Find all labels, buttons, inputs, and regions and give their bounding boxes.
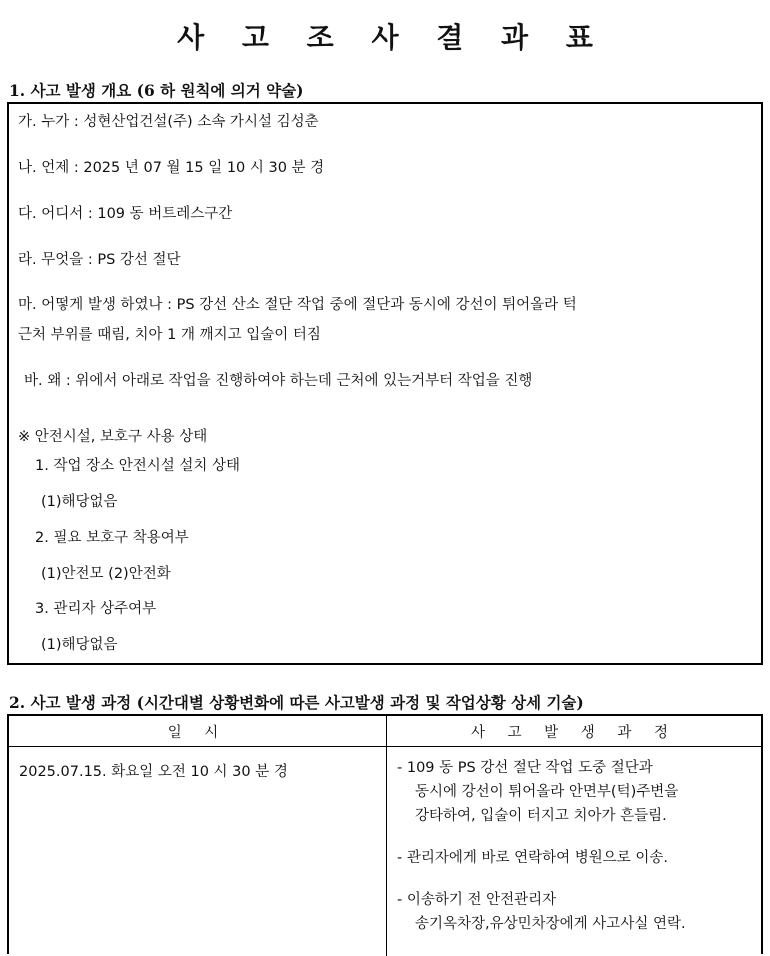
process-line: - 이송하기 전 안전관리자 [397, 892, 557, 908]
column-header-process: 사 고 발 생 과 정 [470, 725, 678, 741]
process-line: 강타하여, 입술이 터지고 치아가 흔들림. [415, 808, 667, 824]
row-date-cell: 2025.07.15. 화요일 오전 10 시 30 분 경 [19, 764, 288, 780]
accident-process-table [7, 714, 763, 954]
process-line: 송기옥차장,유상민차장에게 사고사실 연락. [415, 916, 686, 932]
how-line-1: 마. 어떻게 발생 하였나 : PS 강선 산소 절단 작업 중에 절단과 동시에 강선이 튀어올라 턱 [18, 297, 577, 313]
safety-title: ※ 안전시설, 보호구 사용 상태 [18, 429, 208, 445]
who-line: 가. 누가 : 성현산업건설(주) 소속 가시설 김성춘 [18, 114, 319, 130]
safety-item1-value: (1)해당없음 [41, 494, 118, 510]
safety-item3-value: (1)해당없음 [41, 637, 118, 653]
safety-item2-value: (1)안전모 (2)안전화 [41, 566, 171, 582]
document-title: 사 고 조 사 결 과 표 [177, 21, 607, 54]
why-line: 바. 왜 : 위에서 아래로 작업을 진행하여야 하는데 근처에 있는거부터 작업을 진행 [24, 373, 533, 389]
safety-item1-label: 1. 작업 장소 안전시설 설치 상태 [35, 458, 240, 474]
where-line: 다. 어디서 : 109 동 버트레스구간 [18, 206, 233, 222]
how-line-2: 근처 부위를 때림, 치아 1 개 깨지고 입술이 터짐 [18, 327, 321, 343]
column-divider [386, 716, 387, 956]
when-line: 나. 언제 : 2025 년 07 월 15 일 10 시 30 분 경 [18, 160, 325, 176]
process-line: - 109 동 PS 강선 절단 작업 도중 절단과 [397, 760, 653, 776]
process-line: 동시에 강선이 튀어올라 안면부(턱)주변을 [415, 784, 679, 800]
safety-item3-label: 3. 관리자 상주여부 [35, 601, 157, 617]
table-header-row [9, 716, 761, 747]
section1-heading: 1. 사고 발생 개요 (6 하 원칙에 의거 약술) [9, 81, 304, 100]
accident-overview-box [7, 102, 763, 665]
section2-heading: 2. 사고 발생 과정 (시간대별 상황변화에 따른 사고발생 과정 및 작업상황 상세 기술) [9, 693, 584, 712]
column-header-date: 일 시 [167, 725, 228, 741]
process-line: - 관리자에게 바로 연락하여 병원으로 이송. [397, 850, 669, 866]
safety-item2-label: 2. 필요 보호구 착용여부 [35, 530, 189, 546]
what-line: 라. 무엇을 : PS 강선 절단 [18, 252, 181, 268]
